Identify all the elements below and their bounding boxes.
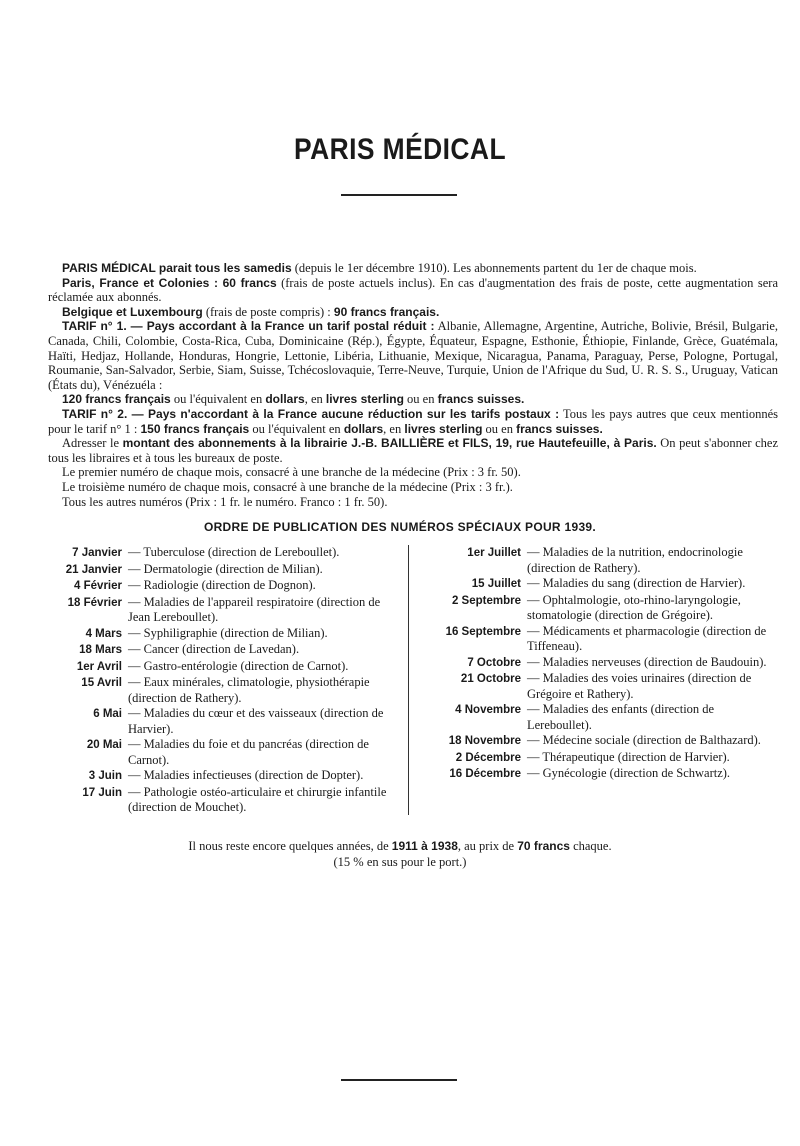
entry-date-text: 21 Janvier <box>65 563 122 576</box>
entry-date-text: 18 Novembre <box>448 735 521 747</box>
entry-date <box>30 578 122 595</box>
entry-description: — Maladies du sang (direction de Harvier). <box>527 576 746 590</box>
entry-description: — Cancer (direction de Lavedan). <box>128 642 300 656</box>
entry-description: — Médecine sociale (direction de Balthazard). <box>527 733 761 747</box>
schedule-entry <box>30 562 400 579</box>
entry-date <box>30 626 122 643</box>
footer-line: (15 % en sus pour le port.) <box>333 855 467 869</box>
intro-bold: Belgique et Luxembourg <box>62 304 203 319</box>
section-title: ORDRE DE PUBLICATION DES NUMÉROS SPÉCIAUX POUR 1939. <box>203 520 597 534</box>
entry-description: — Maladies de l'appareil respiratoire (direction de Jean Lereboullet). <box>128 594 381 624</box>
intro-bold: francs suisses. <box>516 421 603 436</box>
entry-description: — Maladies nerveuses (direction de Baudouin). <box>527 654 767 669</box>
entry-description: — Médicaments et pharmacologie (direction de Tiffeneau). <box>527 623 767 653</box>
intro-bold: TARIF n° 2. — Pays n'accordant à la France aucune réduction sur les tarifs postaux : <box>62 406 560 421</box>
entry-date-text: 2 Septembre <box>451 594 521 607</box>
entry-date-text: 21 Octobre <box>460 673 521 685</box>
intro-bold: dollars <box>343 421 384 436</box>
schedule-right-column <box>408 545 775 815</box>
schedule-entry <box>30 659 400 676</box>
schedule-entry <box>30 595 400 626</box>
intro-bold: dollars <box>265 392 305 407</box>
intro-paragraph <box>48 276 778 305</box>
entry-date <box>30 659 122 676</box>
entry-date-text: 15 Avril <box>81 677 122 689</box>
entry-description: — Thérapeutique (direction de Harvier). <box>527 749 730 764</box>
page-title: PARIS MÉDICAL <box>293 133 507 166</box>
intro-text: Tous les pays autres que ceux mentionnés pour le tarif n° 1 : <box>48 406 778 436</box>
schedule-entry <box>30 642 400 659</box>
intro-paragraph: Le troisième numéro de chaque mois, consacré à une branche de la médecine (Prix : 3 fr.). <box>62 479 513 494</box>
entry-date-text: 15 Juillet <box>471 578 521 590</box>
entry-date-text: 16 Décembre <box>449 768 521 780</box>
entry-description: — Dermatologie (direction de Milian). <box>128 561 323 576</box>
entry-date-text: 4 Mars <box>85 627 122 640</box>
entry-description: — Radiologie (direction de Dognon). <box>128 578 316 592</box>
entry-date <box>30 768 122 785</box>
intro-paragraph <box>48 305 778 320</box>
intro-text: (depuis le 1er décembre 1910). Les abonnements partent du 1er de chaque mois. <box>291 261 697 275</box>
schedule-entry <box>413 702 775 733</box>
entry-date <box>413 545 521 576</box>
intro-paragraph <box>48 436 778 465</box>
intro-bold: 90 francs français. <box>333 304 440 319</box>
schedule-left-column <box>30 545 400 816</box>
entry-date <box>30 545 122 562</box>
entry-date-text: 18 Février <box>67 596 122 609</box>
intro-paragraph <box>48 392 778 407</box>
schedule-entry <box>413 766 775 783</box>
intro-bold: TARIF n° 1. — Pays accordant à la France un tarif postal réduit : <box>62 319 435 334</box>
entry-date <box>30 706 122 737</box>
footer-text: chaque. <box>569 839 612 853</box>
entry-date-text: 18 Mars <box>79 644 122 656</box>
schedule-entry <box>30 785 400 816</box>
entry-description: — Maladies des voies urinaires (direction de Grégoire et Rathery). <box>527 671 752 701</box>
entry-date-text: 7 Janvier <box>72 547 122 559</box>
intro-text: , en <box>383 421 405 436</box>
schedule-entry <box>30 626 400 643</box>
entry-date <box>413 593 521 624</box>
intro-bold: Paris, France et Colonies : 60 francs <box>62 275 277 290</box>
intro-paragraph: Le premier numéro de chaque mois, consacré à une branche de la médecine (Prix : 3 fr. 50). <box>62 465 521 480</box>
entry-description: — Maladies de la nutrition, endocrinologie (direction de Rathery). <box>527 545 743 575</box>
intro-text: ou en <box>403 392 438 407</box>
entry-date <box>30 785 122 816</box>
bottom-divider <box>341 1079 457 1081</box>
entry-date <box>413 671 521 702</box>
entry-date <box>413 766 521 783</box>
intro-text: ou l'équivalent en <box>170 392 266 407</box>
entry-description: — Syphiligraphie (direction de Milian). <box>128 625 328 640</box>
footer-bold: 1911 à 1938 <box>391 839 458 853</box>
footer-text: Il nous reste encore quelques années, de <box>188 839 392 853</box>
entry-date <box>413 733 521 750</box>
intro-text: (frais de poste actuels inclus). En cas d'augmentation des frais de poste, cette augmentation sera réclamée aux abonnés. <box>48 275 778 305</box>
title-divider <box>341 194 457 196</box>
intro-text: ou l'équivalent en <box>249 421 344 436</box>
intro-bold: montant des abonnements à la librairie J.-B. BAILLIÈRE et FILS, 19, rue Hautefeuille, à Paris. <box>122 436 657 451</box>
subscription-info <box>48 261 778 509</box>
schedule-entry <box>413 545 775 576</box>
entry-date-text: 6 Mai <box>93 708 122 720</box>
intro-text: (frais de poste compris) : <box>202 304 334 319</box>
intro-bold: francs suisses. <box>437 392 525 407</box>
schedule-entry <box>413 576 775 593</box>
entry-date <box>413 624 521 655</box>
entry-description: — Tuberculose (direction de Lereboullet). <box>128 545 340 559</box>
entry-description: — Gastro-entérologie (direction de Carnot). <box>128 658 349 673</box>
entry-date <box>413 702 521 733</box>
entry-date <box>30 562 122 579</box>
schedule-entry <box>413 593 775 624</box>
entry-date <box>30 675 122 706</box>
footer-text: , au prix de <box>457 839 518 853</box>
entry-date-text: 1er Avril <box>76 660 122 673</box>
entry-date-text: 17 Juin <box>82 786 122 799</box>
intro-text: Adresser le <box>62 436 123 451</box>
schedule-entry <box>30 768 400 785</box>
intro-text: Albanie, Allemagne, Argentine, Autriche, Bolivie, Brésil, Bulgarie, Canada, Chili, Colombie, Costa-Rica, Cuba, Dominicaine (Rép.), Égypte, Équateur, Espagne, Esthonie, Éthiopie, Finlande, Grèce, Guatémala, Haïti, Hedjaz, Hollande, Honduras, Hongrie, Lettonie, Libéria, Lithuanie, Mexique, Nicaragua, Panama, Paraguay, Perse, Pologne, Portugal, Roumanie, San-Salvador, Serbie, Siam, Suisse, Tchécoslovaquie, Terre-Neuve, Turquie, Union de l'Afrique du Sud, U. R. S. S., Uruguay, Vatican (États du), Vénézuéla : <box>48 319 779 392</box>
entry-date-text: 2 Décembre <box>455 751 521 764</box>
entry-date-text: 1er Juillet <box>467 547 521 559</box>
entry-description: — Gynécologie (direction de Schwartz). <box>527 766 731 780</box>
intro-paragraph <box>48 261 778 276</box>
schedule-entry <box>413 624 775 655</box>
entry-date <box>413 576 521 593</box>
entry-date-text: 16 Septembre <box>445 625 521 638</box>
entry-date <box>413 655 521 672</box>
footer-note <box>0 838 800 870</box>
schedule-entry <box>30 706 400 737</box>
schedule-entry <box>30 737 400 768</box>
footer-line <box>0 838 800 854</box>
entry-description: — Maladies du foie et du pancréas (direction de Carnot). <box>128 737 369 767</box>
intro-paragraph <box>48 319 778 392</box>
entry-date-text: 3 Juin <box>88 770 122 782</box>
entry-description: — Maladies du cœur et des vaisseaux (direction de Harvier). <box>128 706 384 736</box>
entry-date-text: 4 Novembre <box>455 704 521 716</box>
intro-bold: livres sterling <box>325 392 404 407</box>
entry-date <box>30 737 122 768</box>
intro-paragraph: Tous les autres numéros (Prix : 1 fr. le numéro. Franco : 1 fr. 50). <box>62 494 388 509</box>
entry-date <box>30 642 122 659</box>
entry-description: — Pathologie ostéo-articulaire et chirurgie infantile (direction de Mouchet). <box>128 784 387 814</box>
entry-date-text: 7 Octobre <box>467 656 521 669</box>
entry-description: — Eaux minérales, climatologie, physiothérapie (direction de Rathery). <box>128 675 370 705</box>
intro-text: , en <box>304 392 326 407</box>
intro-bold: PARIS MÉDICAL parait tous les samedis <box>62 261 292 275</box>
intro-bold: 150 francs français <box>140 421 250 436</box>
schedule-entry <box>30 675 400 706</box>
entry-date-text: 20 Mai <box>86 739 122 751</box>
schedule-entry <box>413 655 775 672</box>
intro-text: ou en <box>482 421 517 436</box>
intro-text: On peut s'abonner chez tous les libraires et à tous les bureaux de poste. <box>48 436 778 465</box>
intro-paragraph <box>48 407 778 436</box>
schedule-entry <box>30 578 400 595</box>
intro-bold: 120 francs français <box>62 392 171 407</box>
entry-date <box>30 595 122 626</box>
entry-date-text: 4 Février <box>74 580 122 592</box>
intro-bold: livres sterling <box>404 421 483 436</box>
schedule-entry <box>30 545 400 562</box>
entry-date <box>413 750 521 767</box>
footer-bold: 70 francs <box>517 839 570 853</box>
entry-description: — Maladies des enfants (direction de Lereboullet). <box>527 702 715 732</box>
schedule-entry <box>413 750 775 767</box>
schedule-entry <box>413 733 775 750</box>
schedule-entry <box>413 671 775 702</box>
entry-description: — Maladies infectieuses (direction de Dopter). <box>128 768 364 782</box>
entry-description: — Ophtalmologie, oto-rhino-laryngologie, stomatologie (direction de Grégoire). <box>527 592 741 622</box>
